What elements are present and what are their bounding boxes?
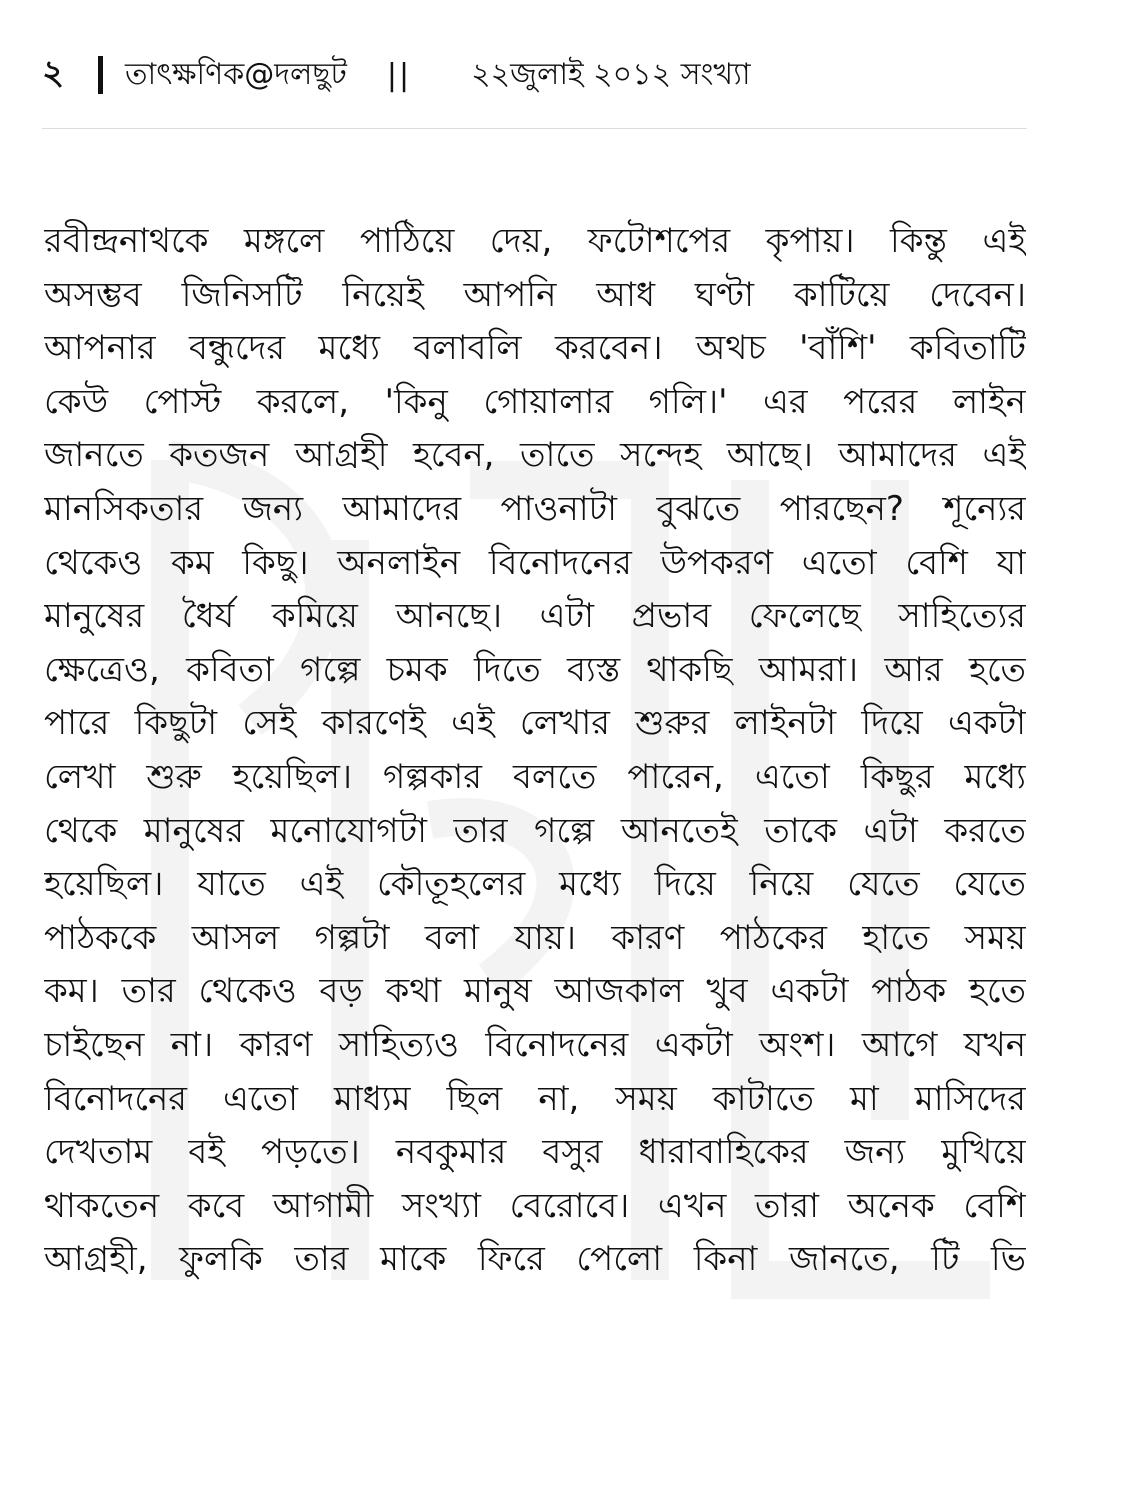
article-line: থাকতেন কবে আগামী সংখ্যা বেরোবে। এখন তারা অনেক বেশি bbox=[44, 1185, 1026, 1226]
article-line: আগ্রহী, ফুলকি তার মাকে ফিরে পেলো কিনা জানতে, টি ভি bbox=[44, 1239, 1026, 1280]
article-line: হয়েছিল। যাতে এই কৌতূহলের মধ্যে দিয়ে নিয়ে যেতে যেতে bbox=[44, 864, 1026, 905]
article-line: দেখতাম বই পড়তে। নবকুমার বসুর ধারাবাহিকের জন্য মুখিয়ে bbox=[44, 1132, 1026, 1173]
header-separator: || bbox=[386, 57, 412, 93]
header-rule bbox=[42, 128, 1027, 129]
page-header bbox=[42, 40, 1027, 110]
page-number: ২ bbox=[42, 52, 65, 93]
article-line: কেউ পোস্ট করলে, 'কিনু গোয়ালার গলি।' এর পরের লাইন bbox=[44, 381, 1026, 422]
article-line: অসম্ভব জিনিসটি নিয়েই আপনি আধ ঘণ্টা কাটিয়ে দেবেন। bbox=[44, 274, 1026, 315]
article-line: লেখা শুরু হয়েছিল। গল্পকার বলতে পারেন, এতো কিছুর মধ্যে bbox=[44, 756, 1026, 797]
article-line: থেকে মানুষের মনোযোগটা তার গল্পে আনতেই তাকে এটা করতে bbox=[44, 810, 1026, 851]
article-line: বিনোদনের এতো মাধ্যম ছিল না, সময় কাটাতে মা মাসিদের bbox=[44, 1078, 1026, 1119]
article-body bbox=[44, 215, 1026, 1465]
article-line: পাঠককে আসল গল্পটা বলা যায়। কারণ পাঠকের হাতে সময় bbox=[44, 917, 1026, 958]
article-line: জানতে কতজন আগ্রহী হবেন, তাতে সন্দেহ আছে। আমাদের এই bbox=[44, 435, 1026, 476]
issue-date: ২২জুলাই ২০১২ সংখ্যা bbox=[471, 56, 751, 92]
article-line: থেকেও কম কিছু। অনলাইন বিনোদনের উপকরণ এতো বেশি যা bbox=[44, 542, 1026, 583]
article-line: পারে কিছুটা সেই কারণেই এই লেখার শুরুর লাইনটা দিয়ে একটা bbox=[44, 703, 1026, 744]
article-line: রবীন্দ্রনাথকে মঙ্গলে পাঠিয়ে দেয়, ফটোশপের কৃপায়। কিন্তু এই bbox=[44, 221, 1026, 261]
article-line: আপনার বন্ধুদের মধ্যে বলাবলি করবেন। অথচ 'বাঁশি' কবিতাটি bbox=[44, 328, 1026, 369]
article-line: মানসিকতার জন্য আমাদের পাওনাটা বুঝতে পারছেন? শূন্যের bbox=[44, 488, 1026, 529]
article-line: চাইছেন না। কারণ সাহিত্যও বিনোদনের একটা অংশ। আগে যখন bbox=[44, 1024, 1026, 1065]
header-divider-bar bbox=[98, 56, 103, 94]
article-line: কম। তার থেকেও বড় কথা মানুষ আজকাল খুব একটা পাঠক হতে bbox=[44, 971, 1026, 1012]
publication-name: তাৎক্ষণিক@দলছুট bbox=[125, 56, 347, 92]
article-line: মানুষের ধৈর্য কমিয়ে আনছে। এটা প্রভাব ফেলেছে সাহিত্যের bbox=[44, 596, 1026, 637]
article-line: ক্ষেত্রেও, কবিতা গল্পে চমক দিতে ব্যস্ত থাকছি আমরা। আর হতে bbox=[44, 649, 1026, 690]
